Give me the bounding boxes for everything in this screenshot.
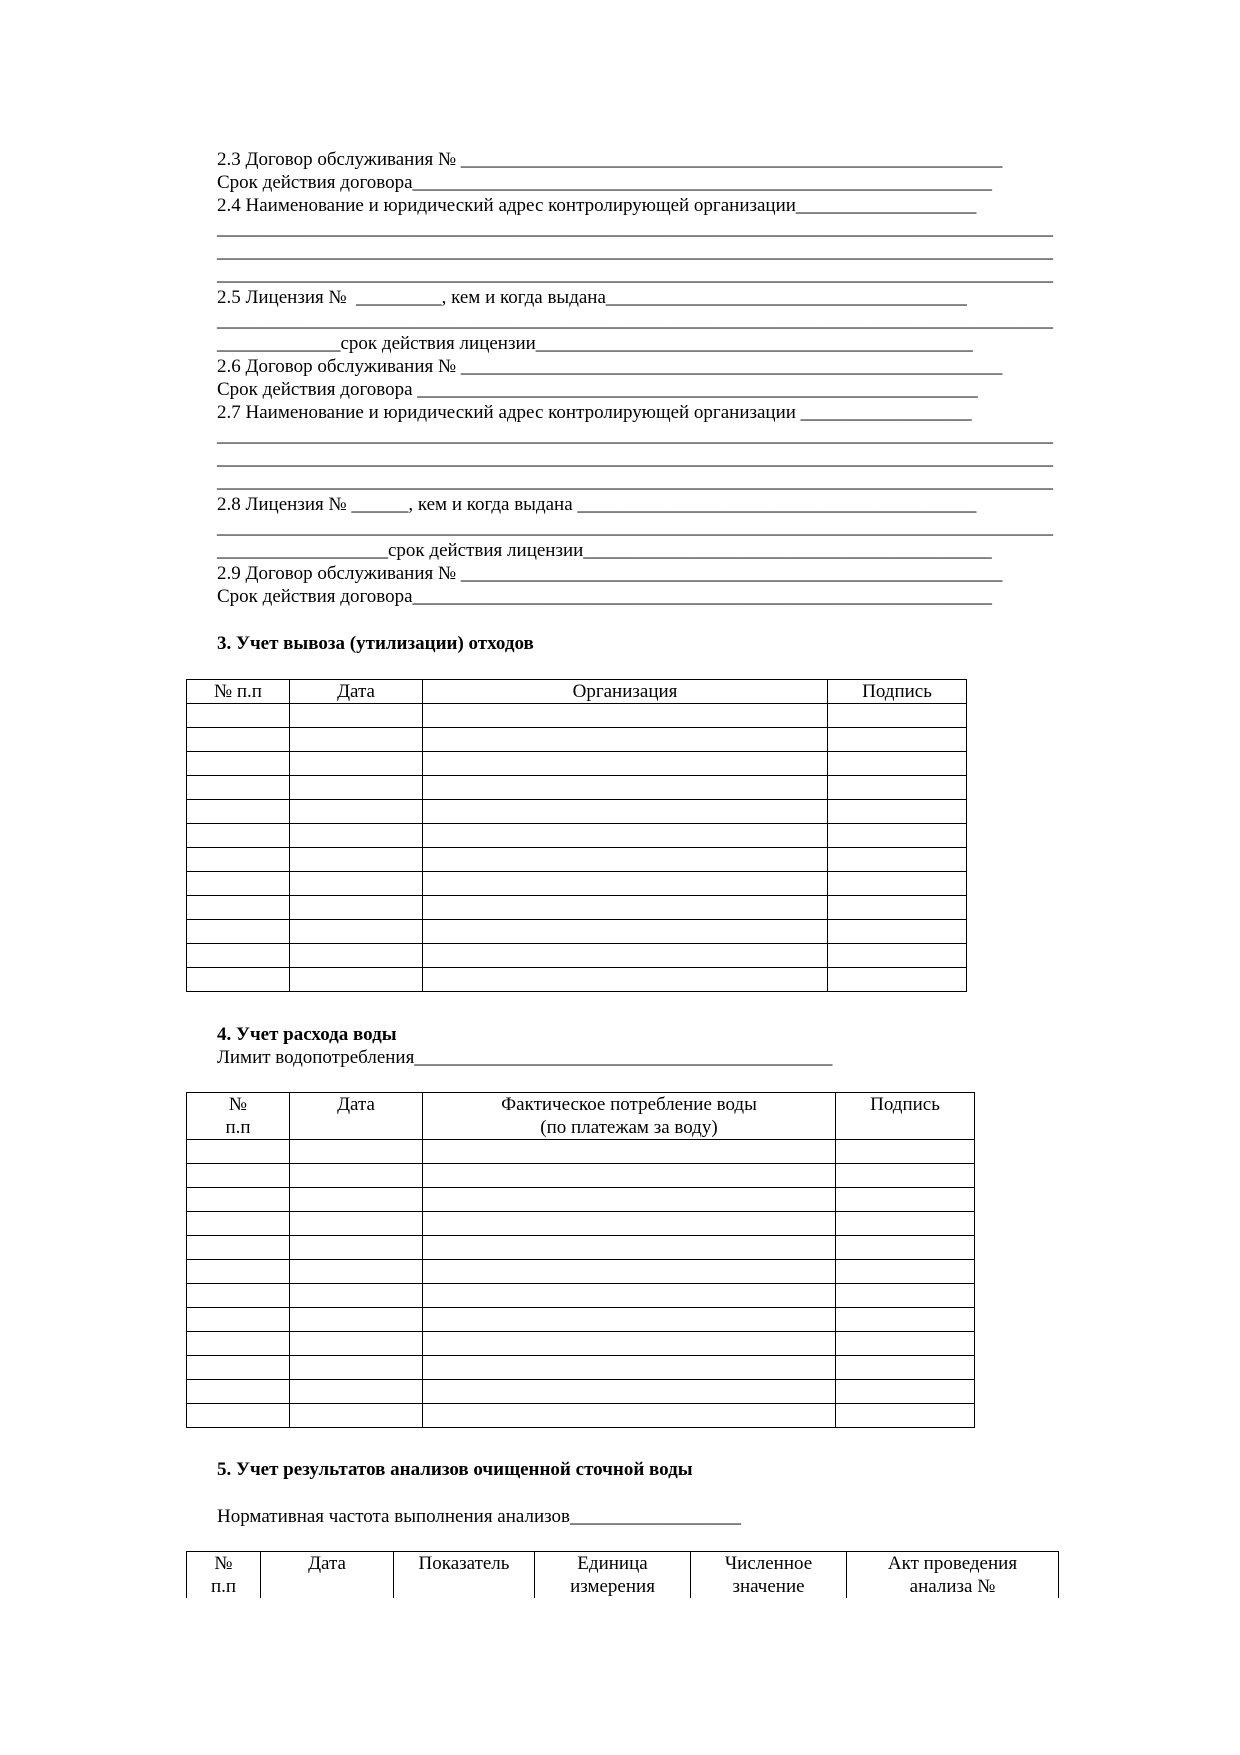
contract-2-9-line: 2.9 Договор обслуживания № _________________________________________________________ xyxy=(217,563,1003,584)
table-cell[interactable] xyxy=(423,1284,836,1308)
table-row xyxy=(187,872,967,896)
col-header-unit: Единица измерения xyxy=(535,1552,691,1599)
table-cell[interactable] xyxy=(836,1236,975,1260)
table-cell[interactable] xyxy=(290,1236,423,1260)
table-row xyxy=(187,824,967,848)
table-cell[interactable] xyxy=(423,1356,836,1380)
table-cell[interactable] xyxy=(290,848,423,872)
table-cell[interactable] xyxy=(423,1188,836,1212)
table-cell[interactable] xyxy=(187,1308,290,1332)
table-cell[interactable] xyxy=(187,1404,290,1428)
table-cell[interactable] xyxy=(290,824,423,848)
col-header-indicator: Показатель xyxy=(394,1552,535,1599)
table-cell[interactable] xyxy=(836,1332,975,1356)
table-cell[interactable] xyxy=(423,1308,836,1332)
license-term-line: _____________срок действия лицензии______________________________________________ xyxy=(217,333,973,354)
table-row xyxy=(187,968,967,992)
col-header-actual-consumption: Фактическое потребление воды (по платежам за воду) xyxy=(423,1093,836,1140)
table-cell[interactable] xyxy=(828,944,967,968)
col-header-analysis-act: Акт проведения анализа № xyxy=(847,1552,1059,1599)
table-row xyxy=(187,752,967,776)
table-cell[interactable] xyxy=(836,1356,975,1380)
section-3-title: 3. Учет вывоза (утилизации) отходов xyxy=(217,633,534,654)
table-cell[interactable] xyxy=(290,704,423,728)
table-cell[interactable] xyxy=(187,752,290,776)
license-2-5-line: 2.5 Лицензия № _________, кем и когда выдана______________________________________ xyxy=(217,287,967,308)
table-cell[interactable] xyxy=(828,848,967,872)
table-cell[interactable] xyxy=(290,1164,423,1188)
controlling-org-2-4-line: 2.4 Наименование и юридический адрес контролирующей организации___________________ xyxy=(217,195,977,216)
analysis-frequency-line: Нормативная частота выполнения анализов__________________ xyxy=(217,1506,742,1527)
contract-2-6-line: 2.6 Договор обслуживания № _________________________________________________________ xyxy=(217,356,1003,377)
col-header-numeric-value: Численное значение xyxy=(691,1552,847,1599)
license-2-8-line: 2.8 Лицензия № ______, кем и когда выдана __________________________________________ xyxy=(217,494,977,515)
table-cell[interactable] xyxy=(836,1212,975,1236)
table-cell[interactable] xyxy=(423,920,828,944)
blank-line: ________________________________________________________________________________________ xyxy=(217,218,1053,239)
table-cell[interactable] xyxy=(828,896,967,920)
col-header-date: Дата xyxy=(290,680,423,704)
table-cell[interactable] xyxy=(828,872,967,896)
table-cell[interactable] xyxy=(836,1140,975,1164)
table-cell[interactable] xyxy=(290,800,423,824)
table-cell[interactable] xyxy=(423,800,828,824)
table-cell[interactable] xyxy=(836,1308,975,1332)
table-cell[interactable] xyxy=(836,1164,975,1188)
col-header-organization: Организация xyxy=(423,680,828,704)
col-header-number: № п.п xyxy=(187,680,290,704)
table-cell[interactable] xyxy=(828,824,967,848)
table-cell[interactable] xyxy=(290,1404,423,1428)
table-cell[interactable] xyxy=(423,1332,836,1356)
table-cell[interactable] xyxy=(187,824,290,848)
table-cell[interactable] xyxy=(187,1164,290,1188)
table-cell[interactable] xyxy=(187,1236,290,1260)
table-row xyxy=(187,920,967,944)
table-cell[interactable] xyxy=(828,728,967,752)
table-cell[interactable] xyxy=(290,728,423,752)
table-cell[interactable] xyxy=(828,968,967,992)
col-header-signature: Подпись xyxy=(836,1093,975,1140)
table-cell[interactable] xyxy=(187,728,290,752)
table-cell[interactable] xyxy=(290,776,423,800)
table-cell[interactable] xyxy=(836,1260,975,1284)
table-cell[interactable] xyxy=(187,1356,290,1380)
table-cell[interactable] xyxy=(423,752,828,776)
table-row xyxy=(187,1332,975,1356)
water-consumption-table xyxy=(186,1092,975,1428)
table-cell[interactable] xyxy=(290,1284,423,1308)
table-cell[interactable] xyxy=(828,752,967,776)
table-cell[interactable] xyxy=(187,1284,290,1308)
table-cell[interactable] xyxy=(187,848,290,872)
table-cell[interactable] xyxy=(828,704,967,728)
contract-term-line: Срок действия договора_____________________________________________________________ xyxy=(217,172,993,193)
table-cell[interactable] xyxy=(423,896,828,920)
table-row xyxy=(187,1260,975,1284)
table-cell[interactable] xyxy=(423,848,828,872)
table-row xyxy=(187,728,967,752)
table-row xyxy=(187,1380,975,1404)
blank-line: ________________________________________________________________________________________ xyxy=(217,448,1053,469)
table-cell[interactable] xyxy=(423,1140,836,1164)
table-cell[interactable] xyxy=(290,1308,423,1332)
table-cell[interactable] xyxy=(423,776,828,800)
table-cell[interactable] xyxy=(423,1236,836,1260)
contract-term-line: Срок действия договора_____________________________________________________________ xyxy=(217,586,993,607)
controlling-org-2-7-line: 2.7 Наименование и юридический адрес контролирующей организации __________________ xyxy=(217,402,972,423)
table-row xyxy=(187,1188,975,1212)
table-cell[interactable] xyxy=(187,1188,290,1212)
analysis-results-table xyxy=(186,1551,1059,1598)
table-cell[interactable] xyxy=(187,968,290,992)
table-cell[interactable] xyxy=(836,1284,975,1308)
table-row xyxy=(187,1164,975,1188)
table-cell[interactable] xyxy=(187,776,290,800)
table-cell[interactable] xyxy=(828,920,967,944)
table-cell[interactable] xyxy=(423,728,828,752)
table-cell[interactable] xyxy=(423,872,828,896)
table-cell[interactable] xyxy=(187,896,290,920)
waste-removal-table xyxy=(186,679,967,992)
table-cell[interactable] xyxy=(423,1404,836,1428)
blank-line: ________________________________________________________________________________________ xyxy=(217,264,1053,285)
table-cell[interactable] xyxy=(187,1260,290,1284)
table-cell[interactable] xyxy=(187,1140,290,1164)
col-header-number: № п.п xyxy=(187,1093,290,1140)
table-cell[interactable] xyxy=(423,944,828,968)
table-cell[interactable] xyxy=(290,752,423,776)
table-cell[interactable] xyxy=(187,1332,290,1356)
water-limit-line: Лимит водопотребления____________________________________________ xyxy=(217,1047,833,1068)
blank-line: ________________________________________________________________________________________ xyxy=(217,241,1053,262)
blank-line: ________________________________________________________________________________________ xyxy=(217,471,1053,492)
table-cell[interactable] xyxy=(290,1188,423,1212)
table-cell[interactable] xyxy=(290,1260,423,1284)
table-row xyxy=(187,1404,975,1428)
table-cell[interactable] xyxy=(828,776,967,800)
col-header-signature: Подпись xyxy=(828,680,967,704)
table-cell[interactable] xyxy=(290,944,423,968)
table-cell[interactable] xyxy=(423,1212,836,1236)
blank-line: ________________________________________________________________________________________ xyxy=(217,310,1053,331)
table-row xyxy=(187,776,967,800)
license-term-line: __________________срок действия лицензии___________________________________________ xyxy=(217,540,992,561)
table-row xyxy=(187,1212,975,1236)
table-cell[interactable] xyxy=(836,1188,975,1212)
table-row xyxy=(187,704,967,728)
table-cell[interactable] xyxy=(423,1164,836,1188)
table-cell[interactable] xyxy=(187,1380,290,1404)
col-header-date: Дата xyxy=(261,1552,394,1599)
table-cell[interactable] xyxy=(423,704,828,728)
table-cell[interactable] xyxy=(187,704,290,728)
table-row xyxy=(187,1308,975,1332)
table-cell[interactable] xyxy=(836,1380,975,1404)
section-4-title: 4. Учет расхода воды xyxy=(217,1024,397,1045)
table-cell[interactable] xyxy=(290,896,423,920)
table-cell[interactable] xyxy=(290,1140,423,1164)
table-cell[interactable] xyxy=(290,968,423,992)
table-cell[interactable] xyxy=(290,920,423,944)
table-row xyxy=(187,944,967,968)
col-header-date: Дата xyxy=(290,1093,423,1140)
table-cell[interactable] xyxy=(290,1332,423,1356)
table-cell[interactable] xyxy=(423,1260,836,1284)
table-cell[interactable] xyxy=(290,872,423,896)
table-cell[interactable] xyxy=(187,872,290,896)
contract-2-3-line: 2.3 Договор обслуживания № _________________________________________________________ xyxy=(217,149,1003,170)
col-header-number: № п.п xyxy=(187,1552,261,1599)
table-row xyxy=(187,800,967,824)
table-row xyxy=(187,1284,975,1308)
blank-line: ________________________________________________________________________________________ xyxy=(217,517,1053,538)
table-cell[interactable] xyxy=(290,1356,423,1380)
section-5-title: 5. Учет результатов анализов очищенной сточной воды xyxy=(217,1459,693,1480)
table-cell[interactable] xyxy=(828,800,967,824)
table-row xyxy=(187,896,967,920)
table-row xyxy=(187,848,967,872)
table-cell[interactable] xyxy=(187,920,290,944)
table-cell[interactable] xyxy=(187,944,290,968)
blank-line: ________________________________________________________________________________________ xyxy=(217,425,1053,446)
table-cell[interactable] xyxy=(423,1380,836,1404)
table-cell[interactable] xyxy=(290,1212,423,1236)
contract-term-line: Срок действия договора ___________________________________________________________ xyxy=(217,379,978,400)
table-cell[interactable] xyxy=(423,824,828,848)
table-cell[interactable] xyxy=(187,1212,290,1236)
table-cell[interactable] xyxy=(423,968,828,992)
table-cell[interactable] xyxy=(290,1380,423,1404)
table-cell[interactable] xyxy=(187,800,290,824)
table-cell[interactable] xyxy=(836,1404,975,1428)
table-row xyxy=(187,1140,975,1164)
table-row xyxy=(187,1236,975,1260)
table-row xyxy=(187,1356,975,1380)
